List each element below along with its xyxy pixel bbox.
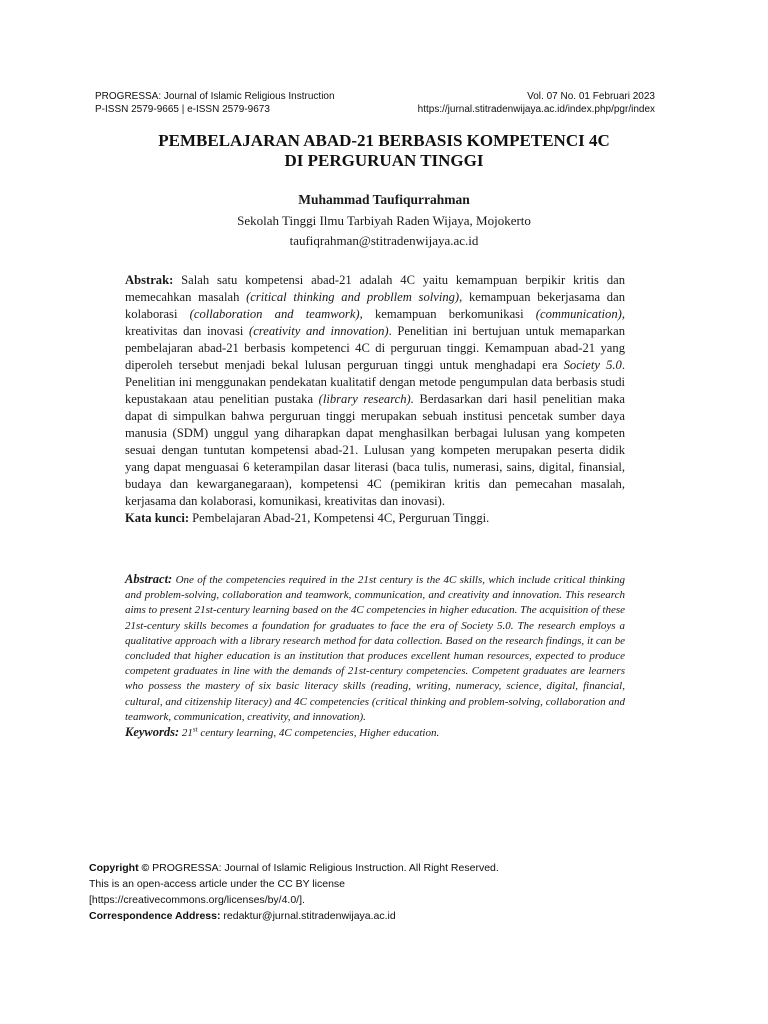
abstrak-italic: (library research). xyxy=(318,392,414,406)
abstrak-italic: (collaboration and teamwork) xyxy=(189,307,360,321)
journal-header-right xyxy=(418,90,655,116)
journal-issn: P-ISSN 2579-9665 | e-ISSN 2579-9673 xyxy=(95,104,270,115)
copyright-footer xyxy=(89,860,689,924)
abstrak-label: Abstrak: xyxy=(125,273,174,287)
abstrak-text: , kemampuan bekerjasama dan kolaborasi xyxy=(125,290,625,321)
copyright-line xyxy=(89,860,689,876)
correspondence-email[interactable]: redaktur@jurnal.stitradenwijaya.ac.id xyxy=(220,910,396,922)
title-line-1: PEMBELAJARAN ABAD-21 BERBASIS KOMPETENCI 4C xyxy=(158,131,610,150)
copyright-label: Copyright © xyxy=(89,862,150,874)
abstrak-italic: Society 5.0 xyxy=(563,358,622,372)
abstrak-text: . Penelitian ini bertujuan untuk memaparkan pembelajaran abad-21 berbasis kompetenci 4C di perguruan tinggi. Kemampuan abad-21 yang diperoleh tersebut menjadi bekal lulusan perguruan tinggi untuk menghadapi era xyxy=(125,324,625,372)
correspondence-line xyxy=(89,908,689,924)
journal-url[interactable]: https://jurnal.stitradenwijaya.ac.id/index.php/pgr/index xyxy=(417,104,655,115)
correspondence-label: Correspondence Address: xyxy=(89,910,221,922)
abstrak-text: , kreativitas dan inovasi xyxy=(125,307,625,338)
journal-volume: Vol. 07 No. 01 Februari 2023 xyxy=(527,91,655,102)
license-url[interactable]: [https://creativecommons.org/licenses/by/4.0/]. xyxy=(89,894,305,906)
paper-title xyxy=(0,131,768,171)
journal-name: PROGRESSA: Journal of Islamic Religious Instruction xyxy=(95,91,335,102)
author-name: Muhammad Taufiqurrahman xyxy=(298,192,470,207)
keywords-num: 21 xyxy=(179,727,193,740)
abstrak-text: Salah satu kompetensi abad-21 adalah 4C yaitu kemampuan berpikir kritis dan memecahkan masalah xyxy=(125,273,625,304)
author-email[interactable]: taufiqrahman@stitradenwijaya.ac.id xyxy=(289,233,479,248)
kata-kunci xyxy=(125,510,625,527)
abstrak-italic: (critical thinking and probllem solving) xyxy=(246,290,460,304)
abstrak-text: Berdasarkan dari hasil penelitian maka dapat di simpulkan bahwa perguruan tinggi merupakan sebuah institusi pencetak sumber daya manusia (SDM) unggul yang diharapkan dapat menghasilkan berbagai lulusan yang kompeten sesuai dengan tuntutan kompetensi abad-21. Lulusan yang kompeten merupakan peserta didik yang dapat menguasai 6 keterampilan dasar literasi (baca tulis, numerasi, sains, digital, finansial, budaya dan kewarganegaraan), kompetensi 4C (pemikiran kritis dan pemecahan masalah, kerjasama dan kolaborasi, komunikasi, kreativitas dan inovasi). xyxy=(125,392,625,508)
author-affiliation: Sekolah Tinggi Ilmu Tarbiyah Raden Wijaya, Mojokerto xyxy=(237,213,531,228)
abstract-en-section xyxy=(125,572,625,741)
title-line-2: DI PERGURUAN TINGGI xyxy=(284,151,484,170)
abstrak-italic: (communication) xyxy=(535,307,622,321)
abstrak-text: , kemampuan berkomunikasi xyxy=(359,307,536,321)
copyright-text: PROGRESSA: Journal of Islamic Religious Instruction. All Right Reserved. xyxy=(149,862,499,874)
keywords-text: century learning, 4C competencies, Higher education. xyxy=(197,727,440,740)
abstrak-italic: (creativity and innovation) xyxy=(249,324,389,338)
kata-kunci-text: Pembelajaran Abad-21, Kompetensi 4C, Perguruan Tinggi. xyxy=(189,511,490,525)
keywords xyxy=(125,725,625,741)
abstract-en-text: One of the competencies required in the 21st century is the 4C skills, which include critical thinking and problem-solving, collaboration and teamwork, communication, and creativity and innovation. This research aims to present 21st-century learning based on the 4C competencies in higher education. The acquisition of these 21st-century skills becomes a foundation for graduates to face the era of Society 5.0. The research employs a qualitative approach with a library research method for data collection. Based on the research findings, it can be concluded that higher education is an institution that produces excellent human resources, expected to produce competent graduates in line with the demands of 21st-century competencies. Competent graduates are learners who possess the mastery of six basic literacy skills (reading, writing, numeracy, science, digital, financial, cultural, and citizenship literacy) and 4C competencies (critical thinking and problem-solving, collaboration and teamwork, communication, creativity, and innovation). xyxy=(125,574,625,723)
abstrak-text: . Penelitian ini menggunakan pendekatan kualitatif dengan metode pengumpulan data berbasis studi kepustakaan atau penelitian pustaka xyxy=(125,358,625,406)
kata-kunci-label: Kata kunci: xyxy=(125,511,190,525)
keywords-sup: st xyxy=(192,725,198,734)
abstract-en-label: Abstract: xyxy=(125,572,173,586)
journal-header-left xyxy=(95,90,335,116)
license-line: This is an open-access article under the CC BY license xyxy=(89,878,346,890)
abstrak-body xyxy=(125,272,625,510)
abstract-en-body xyxy=(125,572,625,725)
abstrak-section xyxy=(125,272,625,527)
keywords-label: Keywords: xyxy=(125,725,180,740)
